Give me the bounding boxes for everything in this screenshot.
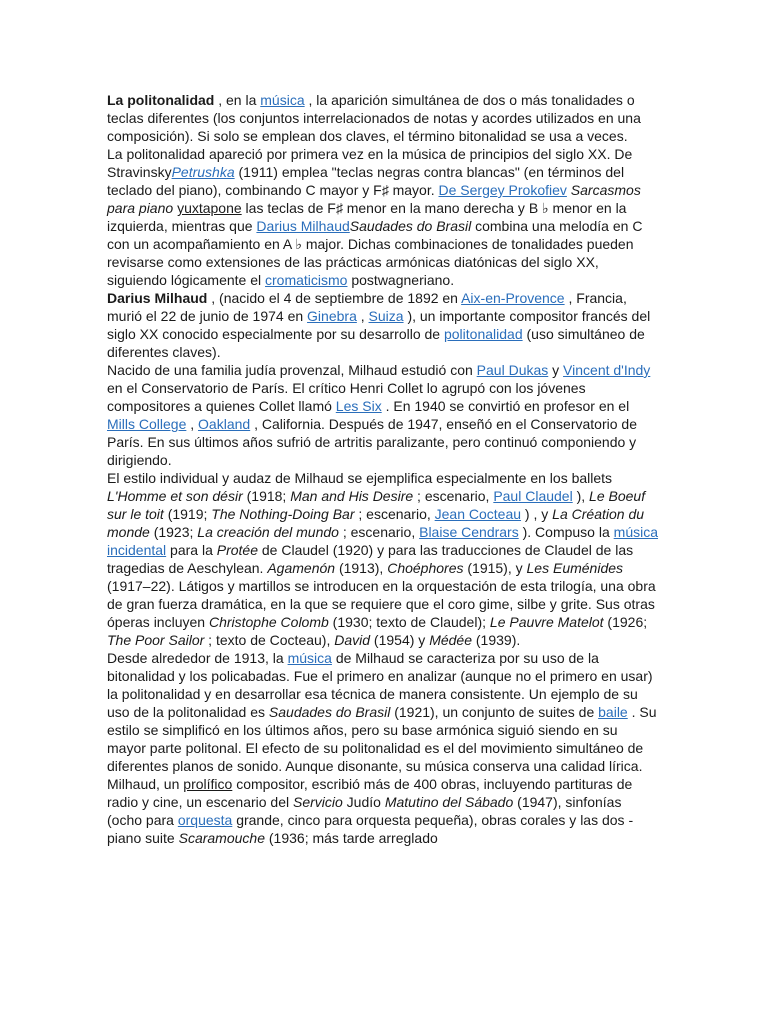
text-run: (1919; — [163, 506, 212, 522]
text-run: Choéphores — [387, 560, 464, 576]
text-run: Judío — [342, 794, 385, 810]
text-run: de Milhaud se caracteriza por su uso de la bitonalidad y los policabadas. Fue el primero en analizar (aunque no el primero en usar) la politonalidad y en desarrollar esa técnica de manera consistente. Un ejemplo de su uso de la politonalidad es — [107, 650, 653, 720]
text-run: Le Pauvre Matelot — [489, 614, 604, 630]
text-run: (1923; — [149, 524, 198, 540]
text-run: (1921), un conjunto de suites de — [390, 704, 599, 720]
hyperlink[interactable]: Suiza — [368, 308, 404, 324]
text-run: . Su estilo se simplificó en los últimos años, pero su base armónica siguió siendo en su mayor parte politonal. El efecto de su politonalidad es el del movimiento simultáneo de diferentes planos de sonido. Aunque disonante, su música conserva una calidad lírica. — [107, 704, 657, 774]
text-run: El estilo individual y audaz de Milhaud se ejemplifica especialmente en los ballets — [107, 470, 613, 486]
text-run: ; texto de Cocteau), — [204, 632, 335, 648]
text-run: The Nothing-Doing Bar — [211, 506, 355, 522]
hyperlink[interactable]: música — [260, 92, 305, 108]
text-run: , (nacido el 4 de septiembre de 1892 en — [207, 290, 462, 306]
text-run: (1954) y — [370, 632, 430, 648]
text-run: combina una melodía en C con un acompañamiento en A ♭ major. Dichas combinaciones de tonalidades pueden revisarse como extensiones de las prácticas armónicas diatónicas del siglo XX, siguiendo lógicamente el — [107, 218, 643, 288]
text-run: Sarcasmos para piano — [107, 182, 641, 216]
hyperlink[interactable]: música incidental — [107, 524, 659, 558]
text-run: (1936; más tarde arreglado — [265, 830, 438, 846]
text-run: (1917–22). Látigos y martillos se introducen en la orquestación de esta trilogía, una obra de gran fuerza dramática, en la que se requiere que el coro gime, silbe y grite. Sus otras óperas incluyen — [107, 578, 656, 630]
text-run: Milhaud, un — [107, 776, 184, 792]
hyperlink[interactable]: cromaticismo — [265, 272, 348, 288]
text-run: The Poor Sailor — [107, 632, 205, 648]
text-run: yuxtapone — [177, 200, 242, 216]
hyperlink[interactable]: Ginebra — [307, 308, 357, 324]
hyperlink[interactable]: Mills College — [107, 416, 187, 432]
bold-term: La politonalidad — [107, 92, 215, 108]
paragraph — [107, 289, 659, 361]
text-run: La Création du monde — [107, 506, 645, 540]
paragraph — [107, 775, 659, 847]
hyperlink[interactable]: Vincent d'Indy — [563, 362, 651, 378]
text-run: Protée — [216, 542, 258, 558]
text-run: La creación del mundo — [197, 524, 339, 540]
text-run: Agamenón — [267, 560, 336, 576]
text-run: ; escenario, — [338, 524, 420, 540]
text-run: ), un importante compositor francés del siglo XX conocido especialmente por su desarrollo de — [107, 308, 651, 342]
text-run: (1913), — [335, 560, 388, 576]
text-run: Médée — [429, 632, 472, 648]
text-run: (1947), sinfonías (ocho para — [107, 794, 622, 828]
text-run: Saudades do Brasil — [268, 704, 391, 720]
document-body — [107, 91, 659, 847]
text-run: (1915), y — [463, 560, 527, 576]
text-run: Desde alrededor de 1913, la — [107, 650, 288, 666]
text-run: La politonalidad apareció por primera vez en la música de principios del siglo XX. De Stravinsky — [107, 146, 633, 180]
text-run: Le Boeuf sur le toit — [107, 488, 646, 522]
text-run: grande, cinco para orquesta pequeña), obras corales y las dos -piano suite — [107, 812, 634, 846]
text-run: las teclas de F♯ menor en la mano derecha y B ♭ menor en la izquierda, mientras que — [107, 200, 627, 234]
hyperlink[interactable]: música — [287, 650, 332, 666]
text-run: (1930; texto de Claudel); — [328, 614, 490, 630]
text-run: para la — [166, 542, 217, 558]
text-run: (1911) emplea "teclas negras contra blancas" (en términos del teclado del piano), combinando C mayor y F♯ mayor. — [107, 164, 625, 198]
text-run: compositor, escribió más de 400 obras, incluyendo partituras de radio y cine, un escenario del — [107, 776, 633, 810]
hyperlink[interactable]: Aix-en-Provence — [461, 290, 565, 306]
text-run: de Claudel (1920) y para las traducciones de Claudel de las tragedias de Aeschylean. — [107, 542, 634, 576]
paragraph — [107, 469, 659, 649]
text-run: Saudades do Brasil — [349, 218, 472, 234]
paragraph — [107, 145, 659, 289]
hyperlink[interactable]: orquesta — [177, 812, 233, 828]
text-run: , en la — [214, 92, 261, 108]
hyperlink[interactable]: Petrushka — [171, 164, 235, 180]
text-run: , — [356, 308, 369, 324]
paragraph — [107, 91, 659, 145]
text-run: Les Euménides — [526, 560, 624, 576]
text-run: ). Compuso la — [518, 524, 614, 540]
text-run: , California. Después de 1947, enseñó en el Conservatorio de París. En sus últimos años sufrió de artritis paralizante, pero continuó componiendo y dirigiendo. — [107, 416, 637, 468]
text-run: prolífico — [183, 776, 233, 792]
text-run: Servicio — [293, 794, 343, 810]
hyperlink[interactable]: Les Six — [335, 398, 382, 414]
hyperlink[interactable]: Darius Milhaud — [256, 218, 350, 234]
hyperlink[interactable]: Jean Cocteau — [434, 506, 522, 522]
text-run: y — [548, 362, 564, 378]
text-run: Matutino del Sábado — [384, 794, 514, 810]
text-run: ) , y — [521, 506, 553, 522]
text-run: en el Conservatorio de París. El crítico Henri Collet lo agrupó con los jóvenes compositores a quienes Collet llamó — [107, 380, 586, 414]
text-run: L'Homme et son désir — [107, 488, 243, 504]
paragraph — [107, 649, 659, 775]
text-run: Scaramouche — [178, 830, 265, 846]
text-run: (uso simultáneo de diferentes claves). — [107, 326, 645, 360]
text-run: (1939). — [472, 632, 521, 648]
hyperlink[interactable]: politonalidad — [443, 326, 523, 342]
text-run: Christophe Colomb — [208, 614, 329, 630]
text-run: . En 1940 se convirtió en profesor en el — [381, 398, 630, 414]
hyperlink[interactable]: Blaise Cendrars — [419, 524, 519, 540]
hyperlink[interactable]: Paul Dukas — [476, 362, 549, 378]
text-run: (1926; — [603, 614, 648, 630]
text-run: postwagneriano. — [347, 272, 455, 288]
hyperlink[interactable]: Paul Claudel — [493, 488, 573, 504]
text-run: , la aparición simultánea de dos o más tonalidades o teclas diferentes (los conjuntos interrelacionados de notas y acordes utilizados en una composición). Si solo se emplean dos claves, el término bitonalidad se usa a veces. — [107, 92, 641, 144]
text-run: ; escenario, — [354, 506, 435, 522]
bold-term: Darius Milhaud — [107, 290, 208, 306]
hyperlink[interactable]: De Sergey Prokofiev — [438, 182, 567, 198]
text-run: ), — [572, 488, 590, 504]
text-run: (1918; — [242, 488, 291, 504]
hyperlink[interactable]: Oakland — [198, 416, 251, 432]
text-run: David — [334, 632, 371, 648]
paragraph — [107, 361, 659, 469]
text-run: Man and His Desire — [290, 488, 414, 504]
text-run: Nacido de una familia judía provenzal, Milhaud estudió con — [107, 362, 477, 378]
text-run: , Francia, murió el 22 de junio de 1974 en — [107, 290, 627, 324]
hyperlink[interactable]: baile — [598, 704, 628, 720]
text-run: ; escenario, — [413, 488, 494, 504]
text-run: , — [186, 416, 199, 432]
